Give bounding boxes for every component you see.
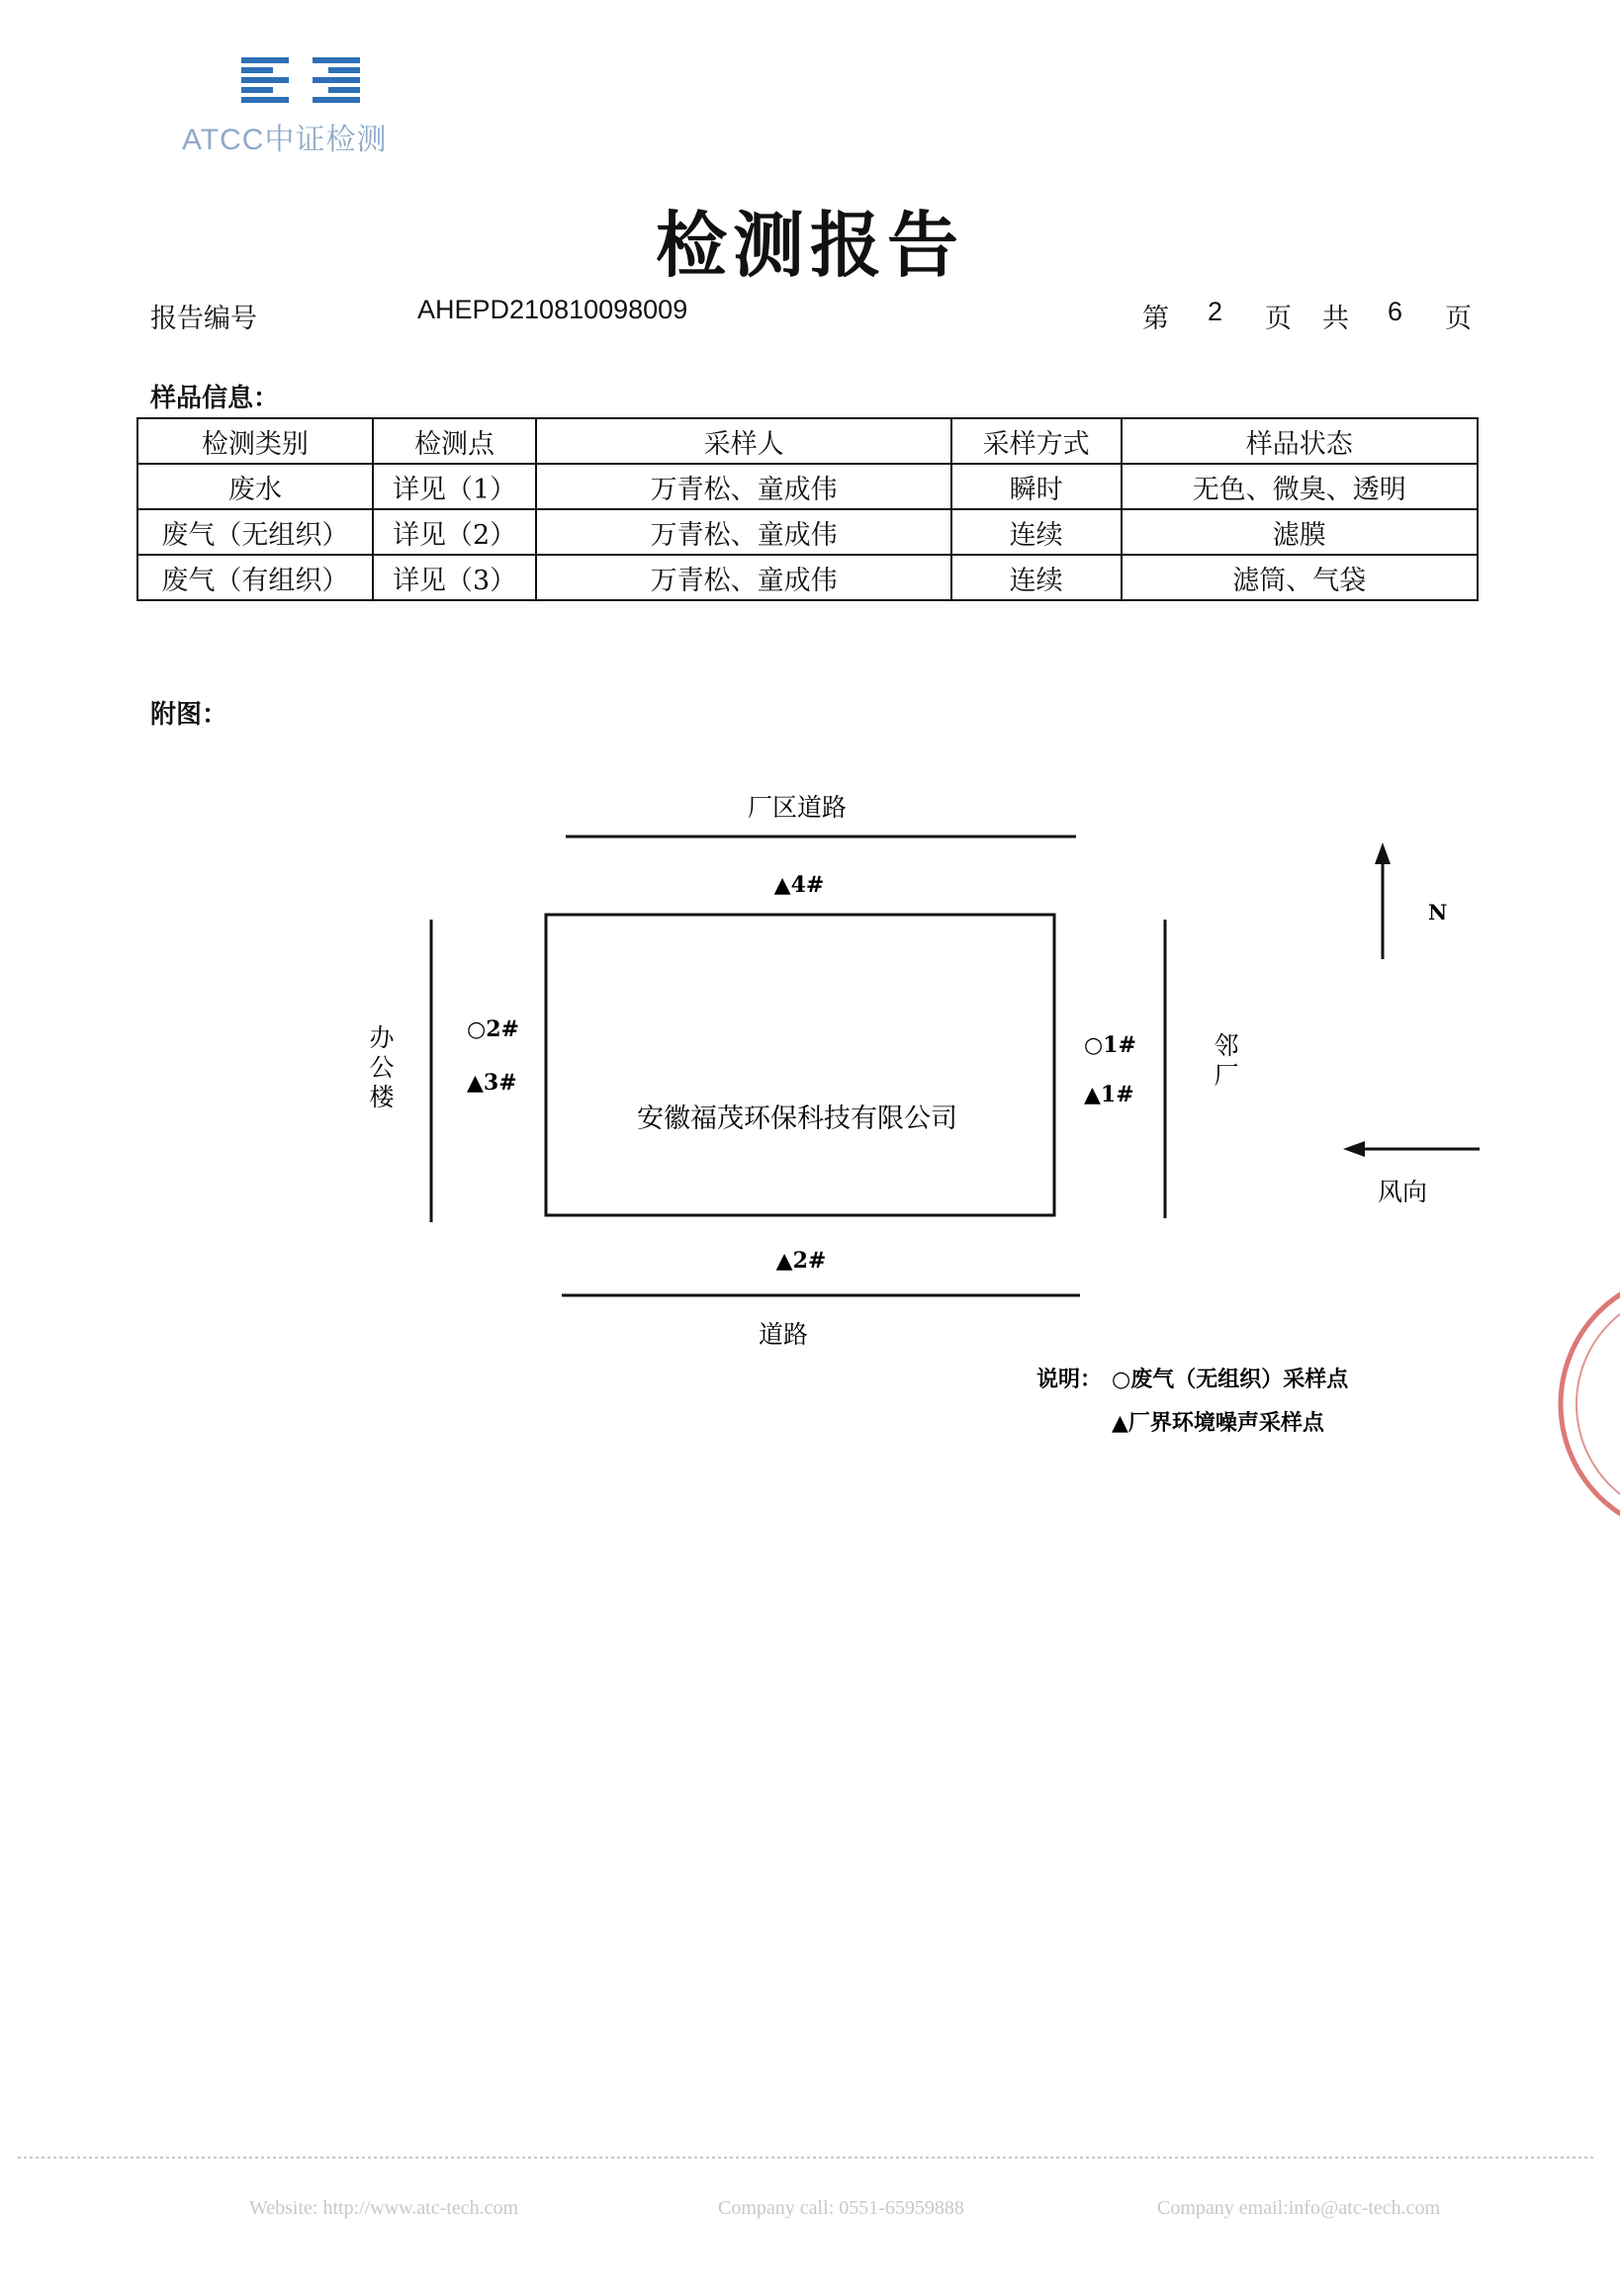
wind-arrow-icon: [1343, 1141, 1480, 1157]
wind-label: 风向: [1377, 1178, 1428, 1206]
column-header: 检测类别: [137, 418, 373, 464]
svg-text:公: 公: [369, 1053, 395, 1082]
page-current: 2: [1208, 297, 1223, 326]
table-cell: 万青松、童成伟: [536, 509, 950, 555]
page-suffix: 页: [1445, 304, 1472, 334]
legend-noise: ▲厂界环境噪声采样点: [1112, 1410, 1324, 1436]
footer-website: Website: http://www.atc-tech.com: [249, 2197, 519, 2219]
table-cell: 万青松、童成伟: [536, 555, 950, 600]
company-name: 安徽福茂环保科技有限公司: [637, 1104, 957, 1134]
figure-label: 附图：: [150, 700, 228, 730]
table-cell: 详见（3）: [373, 555, 537, 600]
noise-point-2: ▲2#: [775, 1248, 827, 1274]
official-seal-icon: [1543, 1256, 1620, 1552]
table-cell: 废气（有组织）: [137, 555, 373, 600]
legend-prefix: 说明：: [1036, 1367, 1103, 1392]
table-cell: 连续: [951, 555, 1122, 600]
gas-point-2: ○2#: [467, 1016, 519, 1042]
table-cell: 滤筒、气袋: [1122, 555, 1478, 600]
column-header: 采样方式: [951, 418, 1122, 464]
table-cell: 滤膜: [1122, 509, 1478, 555]
factory-outline: [546, 915, 1054, 1215]
north-arrow-icon: [1375, 842, 1391, 959]
table-cell: 详见（1）: [373, 464, 537, 509]
page-mid: 页: [1265, 304, 1292, 334]
noise-point-4: ▲4#: [773, 872, 825, 898]
table-cell: 连续: [951, 509, 1122, 555]
page-total: 6: [1388, 297, 1403, 326]
report-number: AHEPD210810098009: [417, 295, 688, 324]
page-title: 检测报告: [655, 203, 964, 287]
column-header: 样品状态: [1122, 418, 1478, 464]
report-number-label: 报告编号: [150, 304, 257, 334]
table-cell: 废气（无组织）: [137, 509, 373, 555]
page-prefix: 第: [1142, 304, 1169, 334]
footer-phone: Company call: 0551-65959888: [718, 2197, 964, 2219]
neighbor-factory-label: [1214, 1031, 1238, 1090]
noise-point-1: ▲1#: [1084, 1082, 1134, 1107]
column-header: 采样人: [536, 418, 950, 464]
svg-text:厂: 厂: [1214, 1061, 1239, 1090]
logo-text: ATCC中证检测: [182, 124, 388, 156]
column-header: 检测点: [373, 418, 537, 464]
table-cell: 废水: [137, 464, 373, 509]
office-building-label: [369, 1023, 395, 1111]
bottom-road-label: 道路: [758, 1320, 809, 1349]
svg-text:楼: 楼: [369, 1083, 395, 1111]
top-road-label: 厂区道路: [747, 793, 848, 822]
table-cell: 无色、微臭、透明: [1122, 464, 1478, 509]
noise-point-3: ▲3#: [467, 1070, 517, 1096]
legend-gas: ○废气（无组织）采样点: [1112, 1367, 1349, 1392]
table-cell: 万青松、童成伟: [536, 464, 950, 509]
footer-email: Company email:info@atc-tech.com: [1157, 2197, 1441, 2219]
gas-point-1: ○1#: [1084, 1032, 1136, 1058]
sample-info-label: 样品信息：: [150, 384, 280, 413]
table-cell: 详见（2）: [373, 509, 537, 555]
table-cell: 瞬时: [951, 464, 1122, 509]
svg-text:办: 办: [369, 1023, 395, 1052]
svg-text:邻: 邻: [1214, 1031, 1239, 1060]
north-label: N: [1428, 900, 1448, 925]
page-total-label: 共: [1322, 304, 1349, 334]
